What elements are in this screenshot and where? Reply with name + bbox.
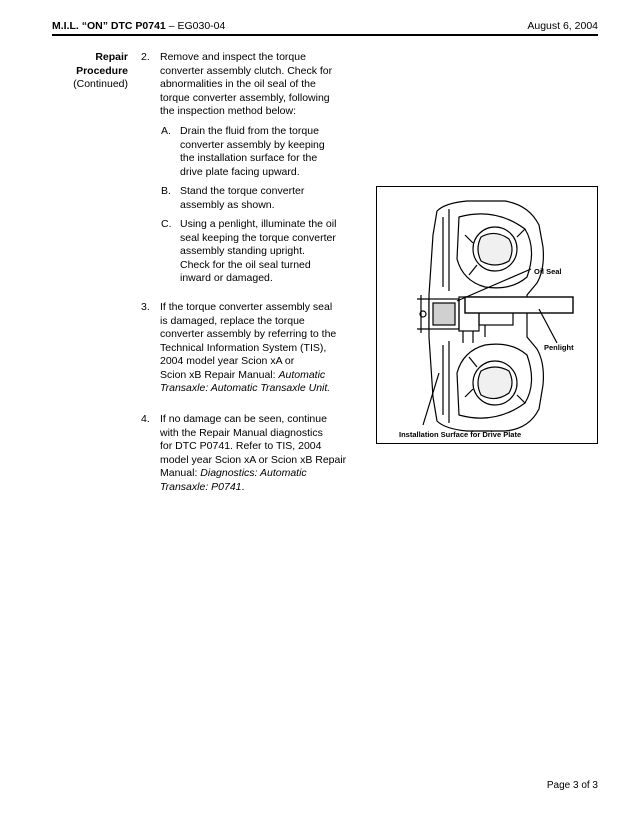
step-line: converter assembly by referring to the (160, 328, 337, 340)
step-text (160, 301, 336, 396)
section-label (52, 51, 128, 92)
step-number: 2. (141, 51, 150, 63)
header-rule (52, 34, 598, 36)
substep-line: assembly standing upright. (180, 245, 305, 257)
step-text (160, 413, 346, 494)
step-line-plain: Manual: (160, 467, 201, 479)
step-line: If no damage can be seen, continue (160, 413, 327, 425)
step-line: Remove and inspect the torque (160, 51, 306, 63)
step-line: abnormalities in the oil seal of the (160, 78, 316, 90)
header-title (52, 20, 225, 32)
substep-line: the installation surface for the (180, 152, 318, 164)
header-title-bold: M.I.L. “ON” DTC P0741 (52, 20, 166, 32)
substep-line: converter assembly by keeping (180, 138, 325, 151)
step-number: 3. (141, 301, 150, 313)
step-line: is damaged, replace the torque (160, 314, 305, 327)
torque-converter-illustration (377, 187, 597, 443)
manual-reference: Automatic (278, 368, 326, 381)
step-line: converter assembly clutch. Check for (160, 64, 333, 77)
step-line: torque converter assembly, following (160, 91, 330, 104)
manual-reference: Transaxle: P0741 (160, 480, 242, 493)
header-separator: – (165, 20, 178, 32)
installation-surface-label: Installation Surface for Drive Plate (399, 430, 522, 439)
step-line: model year Scion xA or Scion xB Repair (160, 453, 347, 466)
section-title-line1: Repair (95, 51, 128, 63)
step-line-plain: . (241, 480, 245, 493)
substep-line: Check for the oil seal turned (180, 258, 311, 271)
step-line: Technical Information System (TIS), (160, 341, 327, 354)
step-line: 2004 model year Scion xA or (160, 355, 295, 367)
step-text (160, 51, 332, 119)
oil-seal-label: Oil Seal (534, 267, 562, 276)
step-line: with the Repair Manual diagnostics (160, 426, 323, 439)
page-number: Page 3 of 3 (546, 780, 598, 791)
substep-text (180, 218, 336, 286)
step-line (160, 369, 336, 383)
step-number: 4. (141, 413, 150, 425)
torque-converter-figure (376, 186, 598, 444)
header-doc-code: EG030-04 (177, 20, 226, 32)
step-line (160, 481, 346, 495)
section-continued: (Continued) (73, 78, 128, 90)
step-line: If the torque converter assembly seal (160, 301, 333, 313)
step-line (160, 467, 346, 481)
substep-line: Using a penlight, illuminate the oil (180, 218, 337, 230)
substep-line: Stand the torque converter (180, 185, 305, 197)
penlight-label: Penlight (544, 343, 574, 352)
substep-letter: C. (161, 218, 172, 230)
substep-line: seal keeping the torque converter (180, 231, 336, 244)
manual-reference: Transaxle: Automatic Transaxle Unit. (160, 382, 331, 394)
substep-line: assembly as shown. (180, 198, 275, 211)
step-line-plain: Scion xB Repair Manual: (160, 368, 279, 381)
section-title-line2: Procedure (76, 64, 128, 77)
substep-letter: A. (161, 125, 171, 137)
substep-text (180, 185, 304, 212)
manual-reference: Diagnostics: Automatic (200, 467, 307, 479)
substep-line: drive plate facing upward. (180, 165, 300, 178)
substep-line: inward or damaged. (180, 272, 273, 284)
substep-line: Drain the fluid from the torque (180, 125, 319, 137)
header-date: August 6, 2004 (527, 20, 598, 32)
substep-text (180, 125, 325, 179)
step-line: for DTC P0741. Refer to TIS, 2004 (160, 440, 322, 452)
step-line: the inspection method below: (160, 105, 297, 117)
substep-letter: B. (161, 185, 171, 197)
